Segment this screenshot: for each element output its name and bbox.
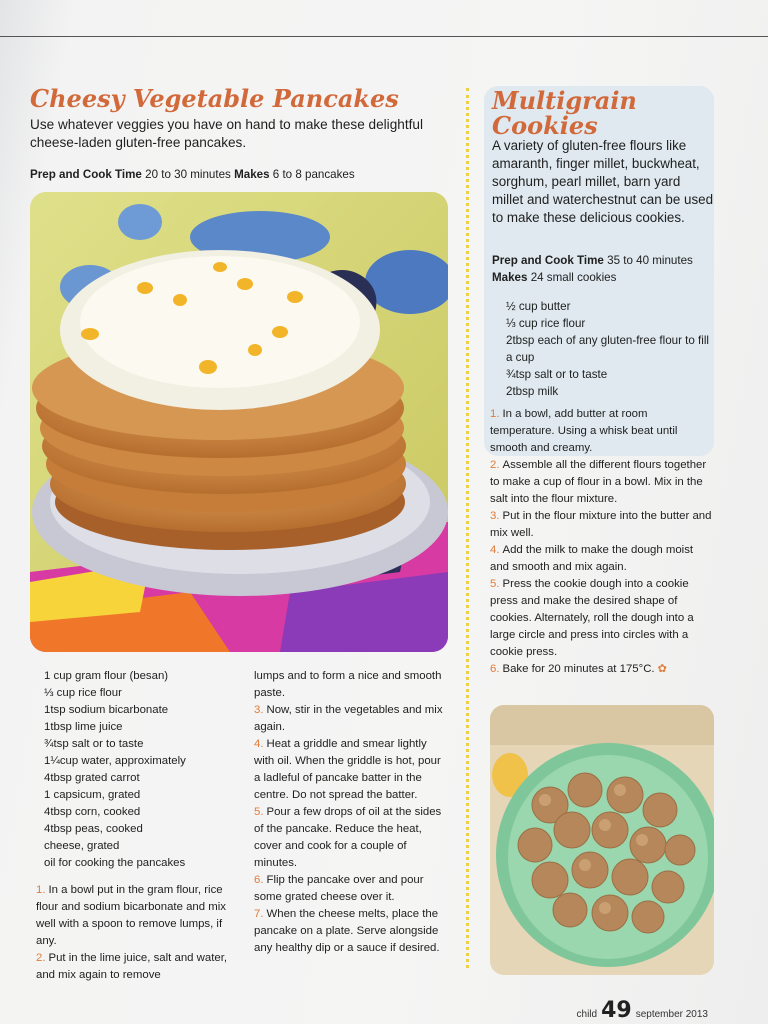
pancake-recipe-title: Cheesy Vegetable Pancakes [30, 84, 399, 113]
method-step [490, 457, 712, 508]
step-number: 1. [36, 884, 46, 896]
pancake-intro: Use whatever veggies you have on hand to make these delightful cheese-laden gluten-free pancakes. [30, 117, 423, 150]
method-step [490, 406, 712, 457]
cookie-time-value: 35 to 40 minutes [607, 254, 693, 267]
list-item: 4tbsp corn, cooked [44, 806, 141, 818]
list-item: 4tbsp grated carrot [44, 772, 140, 784]
method-step [490, 576, 712, 661]
list-item: ¾tsp salt or to taste [506, 368, 608, 381]
step-text: Flip the pancake over and pour some grated cheese over it. [254, 874, 424, 903]
list-item: 1tbsp lime juice [44, 721, 123, 733]
cookie-photo-illustration [490, 705, 714, 975]
cookie-makes-label: Makes [492, 271, 528, 284]
footer-page-number: 49 [601, 998, 632, 1023]
pancake-meta [30, 167, 450, 182]
step-number: 3. [254, 704, 264, 716]
step-text: Press the cookie dough into a cookie press and make the desired shape of cookies. Alternately, roll the dough into a large circle and press into circles with a cookie press. [490, 578, 694, 658]
step-number: 6. [490, 663, 500, 675]
cookie-makes-value: 24 small cookies [530, 271, 617, 284]
step-text: When the cheese melts, place the pancake on a plate. Serve alongside any healthy dip or a sauce if desired. [254, 908, 440, 954]
pancake-method-part-2 [254, 668, 450, 957]
list-item: ⅓ cup rice flour [506, 317, 586, 330]
page-footer [577, 998, 708, 1023]
footer-magazine-name: child [576, 1009, 598, 1020]
step-text: Assemble all the different flours together to make a cup of flour in a bowl. Mix in the salt into the flour mixture. [490, 459, 707, 505]
step-number: 3. [490, 510, 500, 522]
list-item: cheese, grated [44, 840, 120, 852]
step-number: 4. [254, 738, 264, 750]
step-text: Pour a few drops of oil at the sides of the pancake. Reduce the heat, cover and cook for a couple of minutes. [254, 806, 442, 869]
method-step [36, 882, 241, 950]
step-text: In a bowl put in the gram flour, rice flour and sodium bicarbonate and mix well with a spoon to remove lumps, if any. [36, 884, 226, 947]
pancake-time-value: 20 to 30 minutes [145, 168, 231, 181]
method-step [254, 906, 450, 957]
list-item: 2tbsp each of any gluten-free flour to fill a cup [506, 334, 710, 364]
step-text: Bake for 20 minutes at 175°C. [502, 663, 655, 675]
method-step [490, 542, 712, 576]
list-item: oil for cooking the pancakes [44, 857, 186, 869]
step-text: lumps and to form a nice and smooth paste. [254, 670, 442, 699]
step-text: Add the milk to make the dough moist and smooth and mix again. [490, 544, 694, 573]
step-number: 5. [490, 578, 500, 590]
step-number: 1. [490, 408, 500, 420]
step-number: 5. [254, 806, 264, 818]
pancake-photo-illustration [30, 192, 448, 652]
step-number: 2. [490, 459, 500, 471]
pancake-makes-value: 6 to 8 pancakes [272, 168, 355, 181]
pancake-makes-label: Makes [234, 168, 270, 181]
list-item: 4tbsp peas, cooked [44, 823, 143, 835]
method-step [490, 661, 712, 678]
step-text: Put in the lime juice, salt and water, and mix again to remove [36, 952, 228, 981]
top-rule [0, 36, 768, 37]
list-item: 1¼cup water, approximately [44, 755, 186, 767]
list-item: ¾tsp salt or to taste [44, 738, 144, 750]
list-item: ½ cup butter [506, 300, 571, 313]
cookie-ingredient-list [506, 298, 716, 400]
column-divider [466, 88, 469, 968]
list-item: 2tbsp milk [506, 385, 559, 398]
step-number: 2. [36, 952, 46, 964]
pancake-time-label: Prep and Cook Time [30, 168, 142, 181]
cookie-title-line-2: Cookies [492, 111, 598, 141]
method-step [254, 804, 450, 872]
cookie-intro: A variety of gluten-free flours like amaranth, finger millet, buckwheat, sorghum, pearl millet, barn yard millet and waterchestnut can be used to make these delicious cookies. [492, 138, 714, 225]
list-item: 1 capsicum, grated [44, 789, 141, 801]
method-step [254, 736, 450, 804]
cookie-recipe-title [492, 86, 702, 141]
cookie-title-line-1: Multigrain [492, 86, 637, 115]
step-text: Put in the flour mixture into the butter and mix well. [490, 510, 712, 539]
step-number: 6. [254, 874, 264, 886]
step-number: 7. [254, 908, 264, 920]
flower-end-icon: ✿ [657, 663, 667, 675]
pancake-photo [30, 192, 448, 652]
pancake-ingredient-list [44, 668, 244, 872]
list-item: 1 cup gram flour (besan) [44, 670, 169, 682]
method-step [36, 950, 241, 984]
list-item: 1tsp sodium bicarbonate [44, 704, 169, 716]
step-number: 4. [490, 544, 500, 556]
step-text: In a bowl, add butter at room temperature. Using a whisk beat until smooth and creamy. [490, 408, 678, 454]
pancake-method-part-1 [36, 882, 241, 984]
cookie-photo [490, 705, 714, 975]
method-step [254, 702, 450, 736]
method-step [254, 668, 450, 702]
step-text: Heat a griddle and smear lightly with oil. When the griddle is hot, pour a ladleful of pancake batter in the centre. Do not spread the batter. [254, 738, 441, 801]
footer-issue-date: september 2013 [635, 1009, 708, 1020]
method-step [254, 872, 450, 906]
step-text: Now, stir in the vegetables and mix again. [254, 704, 443, 733]
list-item: ⅓ cup rice flour [44, 687, 122, 699]
cookie-method [490, 406, 712, 678]
cookie-time-label: Prep and Cook Time [492, 254, 604, 267]
method-step [490, 508, 712, 542]
cookie-meta [492, 252, 710, 286]
